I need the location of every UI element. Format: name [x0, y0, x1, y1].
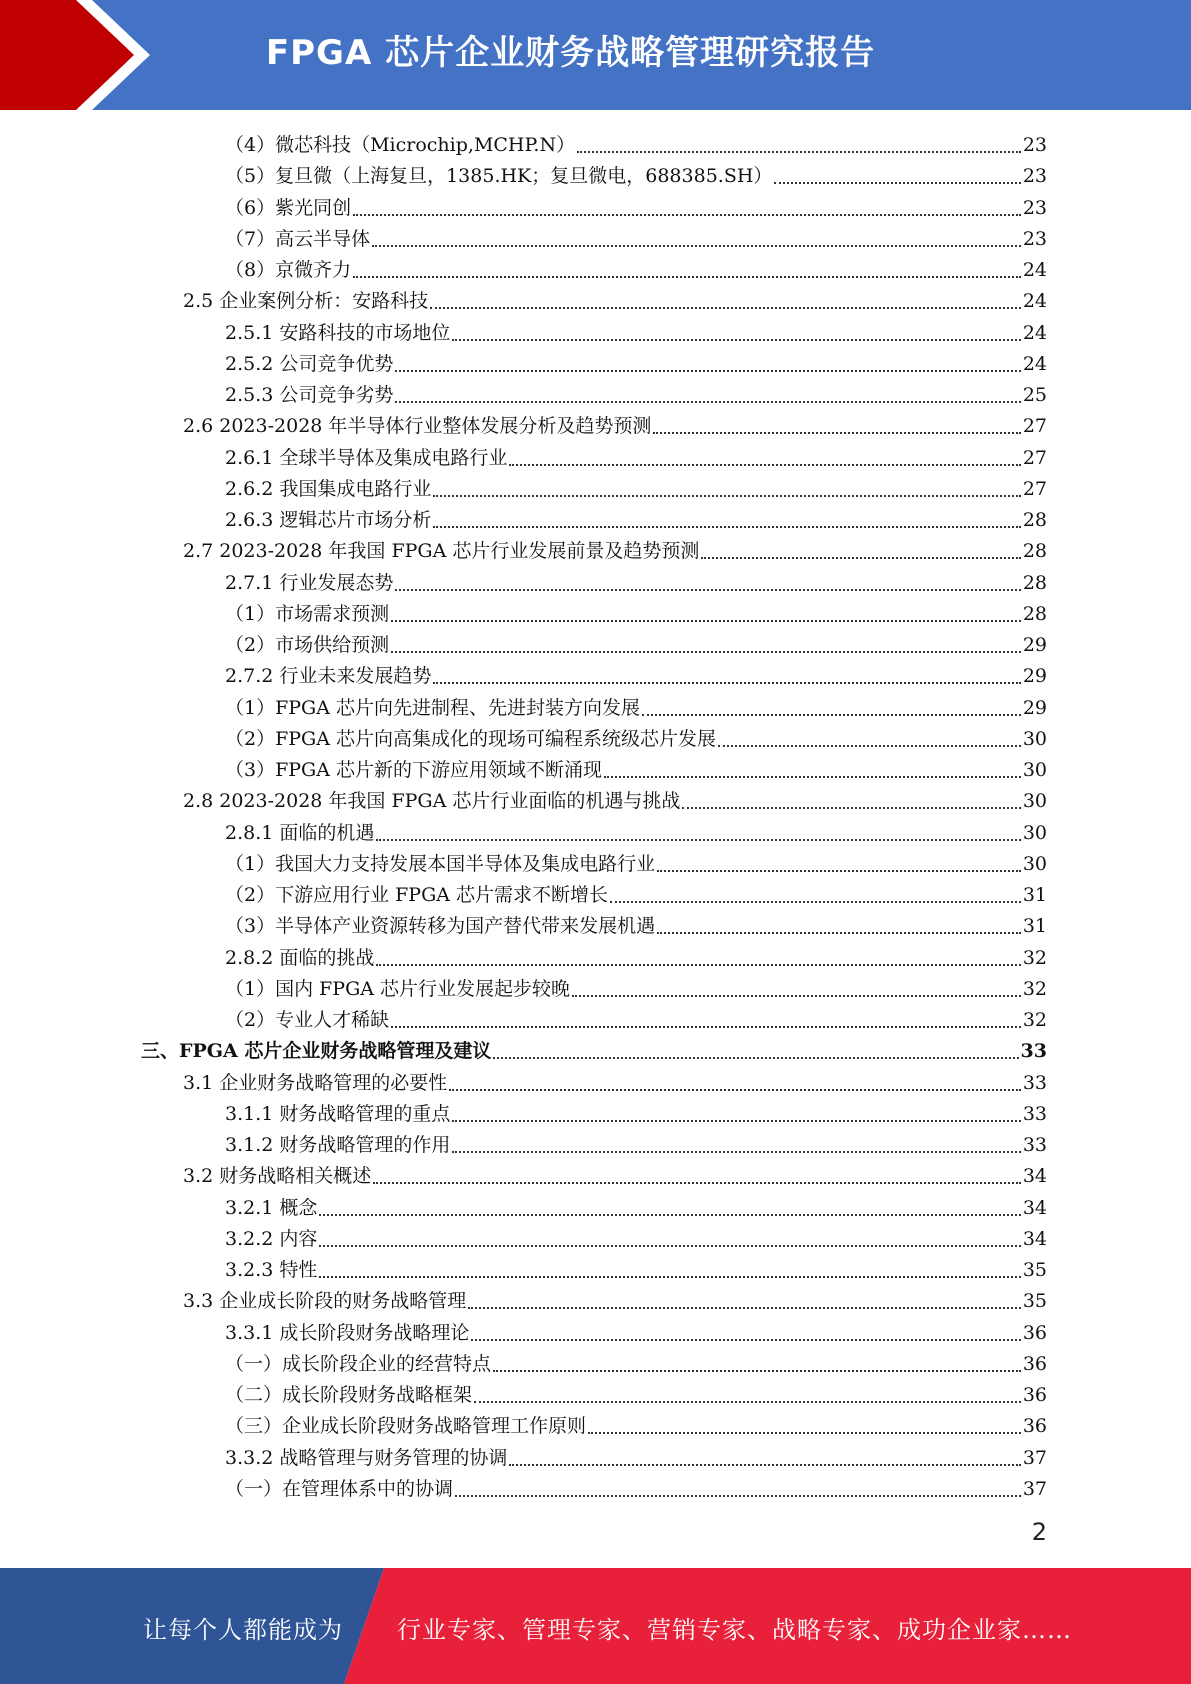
toc-entry-label: 2.7.2 行业未来发展趋势 [225, 665, 432, 688]
toc-entry-label: 3.3.1 成长阶段财务战略理论 [225, 1321, 470, 1344]
toc-entry-page: 36 [1022, 1384, 1047, 1406]
toc-entry-page: 24 [1022, 259, 1047, 281]
toc-entry-page: 29 [1022, 634, 1047, 656]
toc-entry-label: （6）紫光同创 [225, 196, 352, 219]
toc-entry[interactable] [225, 1190, 1047, 1221]
toc-entry[interactable] [225, 1002, 1047, 1033]
toc-entry-label: 2.6 2023-2028 年半导体行业整体发展分析及趋势预测 [183, 415, 652, 438]
toc-entry-page: 31 [1022, 884, 1047, 906]
toc-entry-page: 33 [1020, 1040, 1047, 1063]
toc-dot-leader [449, 1088, 1021, 1091]
toc-entry-label: （1）国内 FPGA 芯片行业发展起步较晚 [225, 977, 571, 1000]
toc-entry-page: 30 [1022, 790, 1047, 813]
toc-entry-label: （2）市场供给预测 [225, 634, 390, 656]
toc-dot-leader [372, 244, 1021, 247]
page-header [0, 0, 1191, 110]
toc-entry-page: 33 [1022, 1134, 1047, 1156]
toc-entry-label: （2）下游应用行业 FPGA 芯片需求不断增长 [225, 884, 609, 906]
toc-entry-page: 25 [1022, 384, 1047, 406]
toc-entry-label: 2.7 2023-2028 年我国 FPGA 芯片行业发展前景及趋势预测 [183, 540, 700, 563]
toc-entry-label: 2.6.1 全球半导体及集成电路行业 [225, 446, 508, 469]
toc-entry-label: 3.2.1 概念 [225, 1196, 318, 1219]
toc-entry-label: （4）微芯科技（Microchip,MCHP.N） [225, 134, 576, 156]
toc-entry-label: （5）复旦微（上海复旦，1385.HK；复旦微电，688385.SH） [225, 165, 773, 188]
toc-dot-leader [391, 650, 1021, 653]
toc-entry[interactable] [225, 252, 1047, 283]
toc-entry-page: 27 [1022, 415, 1047, 438]
toc-dot-leader [430, 306, 1021, 309]
toc-entry[interactable] [225, 221, 1047, 252]
toc-dot-leader [509, 463, 1020, 466]
toc-entry-page: 35 [1022, 1259, 1047, 1281]
toc-entry-page: 36 [1022, 1415, 1047, 1438]
toc-dot-leader [433, 494, 1020, 497]
toc-entry[interactable] [225, 971, 1047, 1002]
footer-slogan-left: 让每个人都能成为 [143, 1616, 343, 1644]
toc-entry-page: 30 [1022, 821, 1047, 844]
toc-dot-leader [319, 1244, 1020, 1247]
toc-entry-page: 33 [1022, 1102, 1047, 1125]
toc-entry[interactable] [225, 721, 1047, 752]
toc-entry-page: 23 [1022, 196, 1047, 219]
toc-entry[interactable] [183, 533, 1047, 564]
toc-entry[interactable] [225, 1096, 1047, 1127]
page-number: 2 [1031, 1518, 1047, 1546]
toc-entry-page: 37 [1022, 1477, 1047, 1500]
toc-dot-leader [395, 588, 1020, 591]
toc-entry[interactable] [225, 596, 1047, 627]
toc-entry-label: 2.6.3 逻辑芯片市场分析 [225, 509, 432, 531]
toc-entry-page: 24 [1022, 321, 1047, 344]
toc-entry-page: 36 [1022, 1321, 1047, 1344]
toc-entry[interactable] [225, 1221, 1047, 1252]
toc-entry-page: 32 [1022, 946, 1047, 969]
toc-entry-page: 24 [1022, 352, 1047, 375]
toc-entry-label: （3）FPGA 芯片新的下游应用领域不断涌现 [225, 759, 602, 781]
toc-entry[interactable] [225, 377, 1047, 408]
toc-dot-leader [319, 1275, 1020, 1278]
toc-entry-label: （2）FPGA 芯片向高集成化的现场可编程系统级芯片发展 [225, 727, 716, 750]
toc-entry[interactable] [225, 690, 1047, 721]
toc-dot-leader [572, 994, 1021, 997]
toc-entry-label: 3.1 企业财务战略管理的必要性 [183, 1071, 448, 1094]
toc-entry[interactable] [225, 346, 1047, 377]
toc-entry-label: 3.2.2 内容 [225, 1227, 318, 1250]
toc-entry-label: 2.5 企业案例分析：安路科技 [183, 290, 429, 313]
toc-entry-label: （二）成长阶段财务战略框架 [225, 1384, 473, 1406]
toc-dot-leader [433, 681, 1020, 684]
toc-entry-page: 23 [1022, 227, 1047, 250]
toc-entry-page: 31 [1022, 915, 1047, 938]
toc-dot-leader [391, 1025, 1021, 1028]
toc-dot-leader [468, 1306, 1021, 1309]
toc-dot-leader [395, 369, 1020, 372]
toc-dot-leader [319, 1213, 1020, 1216]
toc-entry[interactable] [225, 158, 1047, 189]
toc-dot-leader [774, 181, 1020, 184]
toc-entry-page: 29 [1022, 696, 1047, 719]
toc-entry-page: 28 [1022, 509, 1047, 531]
toc-entry-page: 28 [1022, 602, 1047, 625]
toc-dot-leader [657, 869, 1021, 872]
toc-dot-leader [433, 525, 1020, 528]
toc-dot-leader [509, 1463, 1020, 1466]
toc-dot-leader [373, 1181, 1021, 1184]
toc-dot-leader [353, 213, 1021, 216]
toc-entry-label: （3）半导体产业资源转移为国产替代带来发展机遇 [225, 915, 656, 938]
toc-entry[interactable] [225, 1315, 1047, 1346]
toc-dot-leader [653, 431, 1020, 434]
toc-entry[interactable] [225, 658, 1047, 689]
toc-entry-label: 3.1.2 财务战略管理的作用 [225, 1134, 451, 1156]
toc-entry-page: 32 [1022, 977, 1047, 1000]
toc-entry-label: 2.5.1 安路科技的市场地位 [225, 321, 451, 344]
toc-entry[interactable] [183, 1158, 1047, 1189]
toc-entry[interactable] [225, 502, 1047, 533]
toc-entry[interactable] [225, 440, 1047, 471]
toc-entry[interactable] [183, 1283, 1047, 1314]
toc-entry-label: 3.3.2 战略管理与财务管理的协调 [225, 1446, 508, 1469]
toc-entry-page: 27 [1022, 446, 1047, 469]
report-title: FPGA 芯片企业财务战略管理研究报告 [265, 33, 876, 73]
toc-entry-label: 2.8.2 面临的挑战 [225, 946, 375, 969]
toc-entry-page: 30 [1022, 852, 1047, 875]
toc-entry-page: 30 [1022, 727, 1047, 750]
toc-entry-page: 34 [1022, 1196, 1047, 1219]
toc-entry[interactable] [183, 1065, 1047, 1096]
toc-entry[interactable] [225, 1408, 1047, 1439]
toc-entry-page: 30 [1022, 759, 1047, 781]
toc-entry-page: 34 [1022, 1227, 1047, 1250]
toc-entry-page: 34 [1022, 1165, 1047, 1188]
toc-entry-page: 28 [1022, 540, 1047, 563]
toc-entry-label: 3.2 财务战略相关概述 [183, 1165, 372, 1188]
toc-entry[interactable] [225, 940, 1047, 971]
toc-entry[interactable] [183, 283, 1047, 314]
toc-dot-leader [395, 400, 1020, 403]
toc-entry[interactable] [225, 1252, 1047, 1283]
toc-dot-leader [610, 900, 1021, 903]
toc-entry-label: 三、FPGA 芯片企业财务战略管理及建议 [141, 1040, 492, 1063]
toc-dot-leader [376, 838, 1020, 841]
toc-entry[interactable] [183, 783, 1047, 814]
toc-entry-label: （2）专业人才稀缺 [225, 1009, 390, 1031]
header-chevron-decoration [0, 0, 150, 110]
toc-dot-leader [577, 150, 1021, 153]
toc-entry[interactable] [225, 815, 1047, 846]
toc-entry[interactable] [225, 1440, 1047, 1471]
toc-entry-page: 35 [1022, 1290, 1047, 1313]
toc-entry-page: 36 [1022, 1352, 1047, 1375]
toc-dot-leader [471, 1338, 1020, 1341]
toc-dot-leader [391, 619, 1021, 622]
toc-entry-page: 32 [1022, 1009, 1047, 1031]
toc-entry-label: 2.8 2023-2028 年我国 FPGA 芯片行业面临的机遇与挑战 [183, 790, 681, 813]
toc-entry-page: 29 [1022, 665, 1047, 688]
toc-entry-label: 2.5.2 公司竞争优势 [225, 352, 394, 375]
toc-entry-label: 2.6.2 我国集成电路行业 [225, 477, 432, 500]
toc-entry[interactable] [225, 1377, 1047, 1408]
toc-entry-label: （三）企业成长阶段财务战略管理工作原则 [225, 1415, 587, 1438]
toc-entry-page: 23 [1022, 165, 1047, 188]
toc-entry-label: 3.1.1 财务战略管理的重点 [225, 1102, 451, 1125]
toc-dot-leader [718, 744, 1021, 747]
toc-entry-page: 28 [1022, 571, 1047, 594]
toc-entry[interactable] [225, 1471, 1047, 1502]
toc-entry-label: 3.3 企业成长阶段的财务战略管理 [183, 1290, 467, 1313]
toc-dot-leader [376, 963, 1020, 966]
toc-entry[interactable] [225, 627, 1047, 658]
toc-entry[interactable] [225, 1346, 1047, 1377]
toc-entry-label: （一）成长阶段企业的经营特点 [225, 1352, 492, 1375]
toc-entry-label: （一）在管理体系中的协调 [225, 1477, 454, 1500]
toc-dot-leader [642, 713, 1021, 716]
toc-entry[interactable] [225, 908, 1047, 939]
toc-dot-leader [452, 1119, 1020, 1122]
toc-dot-leader [493, 1056, 1018, 1059]
toc-dot-leader [682, 806, 1020, 809]
toc-dot-leader [353, 275, 1021, 278]
toc-entry-page: 27 [1022, 477, 1047, 500]
toc-dot-leader [493, 1369, 1021, 1372]
toc-entry[interactable] [141, 1033, 1047, 1064]
toc-entry[interactable] [225, 565, 1047, 596]
toc-entry[interactable] [225, 127, 1047, 158]
toc-dot-leader [474, 1400, 1021, 1403]
toc-dot-leader [604, 775, 1021, 778]
toc-entry[interactable] [225, 190, 1047, 221]
toc-entry[interactable] [225, 1127, 1047, 1158]
toc-entry-label: （7）高云半导体 [225, 227, 371, 250]
toc-dot-leader [452, 1150, 1020, 1153]
toc-dot-leader [455, 1494, 1021, 1497]
toc-entry-label: 3.2.3 特性 [225, 1259, 318, 1281]
toc-entry-page: 24 [1022, 290, 1047, 313]
toc-dot-leader [588, 1431, 1021, 1434]
toc-entry[interactable] [225, 752, 1047, 783]
toc-entry-label: （1）FPGA 芯片向先进制程、先进封装方向发展 [225, 696, 640, 719]
toc-dot-leader [701, 556, 1020, 559]
toc-entry-label: （8）京微齐力 [225, 259, 352, 281]
toc-entry-label: 2.8.1 面临的机遇 [225, 821, 375, 844]
toc-entry[interactable] [183, 408, 1047, 439]
toc-entry-label: 2.5.3 公司竞争劣势 [225, 384, 394, 406]
toc-entry-label: （1）市场需求预测 [225, 602, 390, 625]
toc-entry-label: （1）我国大力支持发展本国半导体及集成电路行业 [225, 852, 656, 875]
toc-dot-leader [452, 338, 1020, 341]
toc-entry-page: 33 [1022, 1071, 1047, 1094]
toc-dot-leader [657, 931, 1021, 934]
toc-entry-page: 23 [1022, 134, 1047, 156]
toc-entry[interactable] [225, 846, 1047, 877]
toc-entry[interactable] [225, 315, 1047, 346]
toc-entry[interactable] [225, 877, 1047, 908]
footer-slogan-right: 行业专家、管理专家、营销专家、战略专家、成功企业家…… [397, 1616, 1072, 1644]
toc-entry-label: 2.7.1 行业发展态势 [225, 571, 394, 594]
toc-entry[interactable] [225, 471, 1047, 502]
toc-entry-page: 37 [1022, 1446, 1047, 1469]
